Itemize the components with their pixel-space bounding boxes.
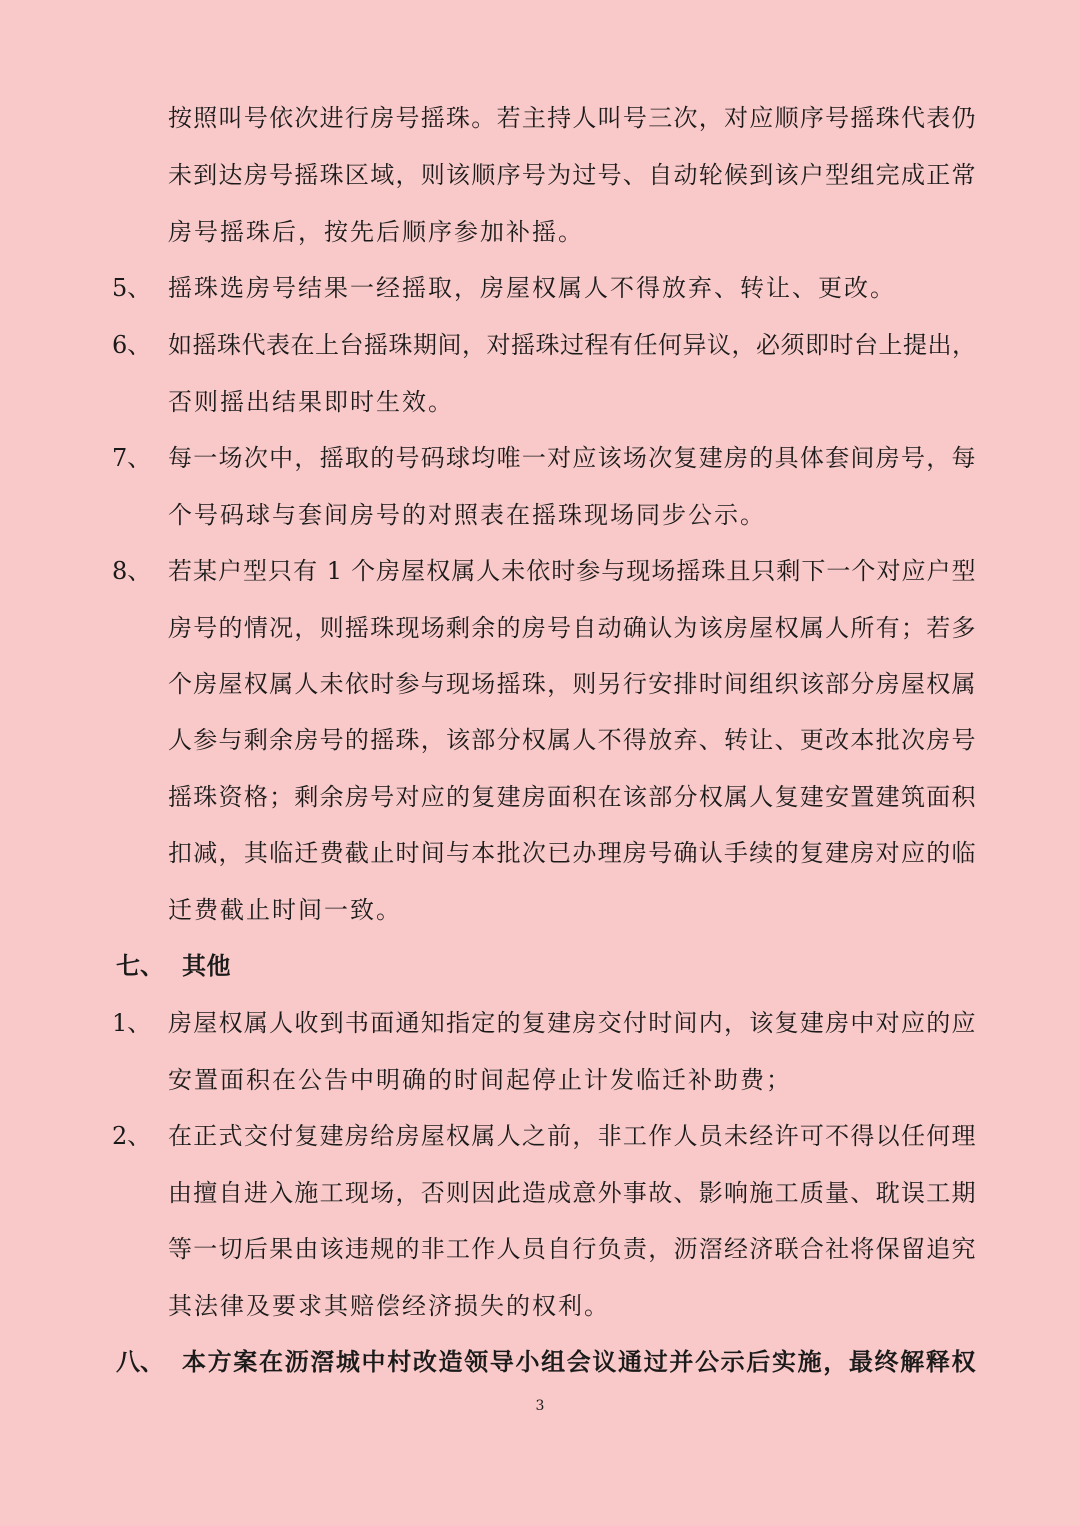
section8-text: 本方案在沥滘城中村改造领导小组会议通过并公示后实施，最终解释权 — [182, 1347, 976, 1376]
s7-item2-number: 2、 — [112, 1122, 152, 1150]
section7-title: 其他 — [182, 951, 231, 980]
item7-line-1: 7、 每一场次中，摇取的号码球均唯一对应该场次复建房的具体套间房号，每 — [0, 438, 1080, 478]
s7-item1-line-1: 1、 房屋权属人收到书面通知指定的复建房交付时间内，该复建房中对应的应 — [0, 1003, 1080, 1043]
item5-number: 5、 — [112, 274, 152, 302]
s7-item1-line-2: 安置面积在公告中明确的时间起停止计发临迁补助费； — [168, 1066, 792, 1094]
s7-item2-line-2: 由擅自进入施工现场，否则因此造成意外事故、影响施工质量、耽误工期 — [168, 1179, 976, 1207]
item8-line-4: 人参与剩余房号的摇珠，该部分权属人不得放弃、转让、更改本批次房号 — [168, 726, 976, 754]
item8-line-2: 房号的情况，则摇珠现场剩余的房号自动确认为该房屋权属人所有；若多 — [168, 614, 976, 642]
item7-line-2: 个号码球与套间房号的对照表在摇珠现场同步公示。 — [168, 501, 766, 529]
item4-line-1: 按照叫号依次进行房号摇珠。若主持人叫号三次，对应顺序号摇珠代表仍 — [168, 104, 976, 132]
item5-text: 摇珠选房号结果一经摇取，房屋权属人不得放弃、转让、更改。 — [168, 274, 896, 302]
item4-line-2: 未到达房号摇珠区域，则该顺序号为过号、自动轮候到该户型组完成正常 — [168, 161, 976, 189]
s7-item2-line-3: 等一切后果由该违规的非工作人员自行负责，沥滘经济联合社将保留追究 — [168, 1235, 976, 1263]
item8-number: 8、 — [112, 557, 152, 585]
item5 — [0, 268, 1080, 308]
s7-item2-line-4: 其法律及要求其赔偿经济损失的权利。 — [168, 1292, 610, 1320]
section8-heading — [0, 1342, 1080, 1382]
item6-line-1: 6、 如摇珠代表在上台摇珠期间，对摇珠过程有任何异议，必须即时台上提出， — [0, 325, 1080, 365]
page-number: 3 — [535, 1398, 545, 1414]
item8-line-5: 摇珠资格；剩余房号对应的复建房面积在该部分权属人复建安置建筑面积 — [168, 783, 976, 811]
item6-number: 6、 — [112, 331, 152, 359]
s7-item2-line-1: 2、 在正式交付复建房给房屋权属人之前，非工作人员未经许可不得以任何理 — [0, 1116, 1080, 1156]
item8-line-7: 迁费截止时间一致。 — [168, 896, 402, 924]
item7-number: 7、 — [112, 444, 152, 472]
section7-heading — [0, 946, 1080, 986]
item8-line-3: 个房屋权属人未依时参与现场摇珠，则另行安排时间组织该部分房屋权属 — [168, 670, 976, 698]
item4-line-3: 房号摇珠后，按先后顺序参加补摇。 — [168, 218, 584, 246]
item6-line-2: 否则摇出结果即时生效。 — [168, 388, 454, 416]
item8-line-6: 扣减，其临迁费截止时间与本批次已办理房号确认手续的复建房对应的临 — [168, 839, 976, 867]
section7-number: 七、 — [116, 951, 164, 980]
item8-line-1: 8、 若某户型只有 1 个房屋权属人未依时参与现场摇珠且只剩下一个对应户型 — [0, 551, 1080, 591]
s7-item1-number: 1、 — [112, 1009, 152, 1037]
section8-number: 八、 — [116, 1347, 164, 1376]
